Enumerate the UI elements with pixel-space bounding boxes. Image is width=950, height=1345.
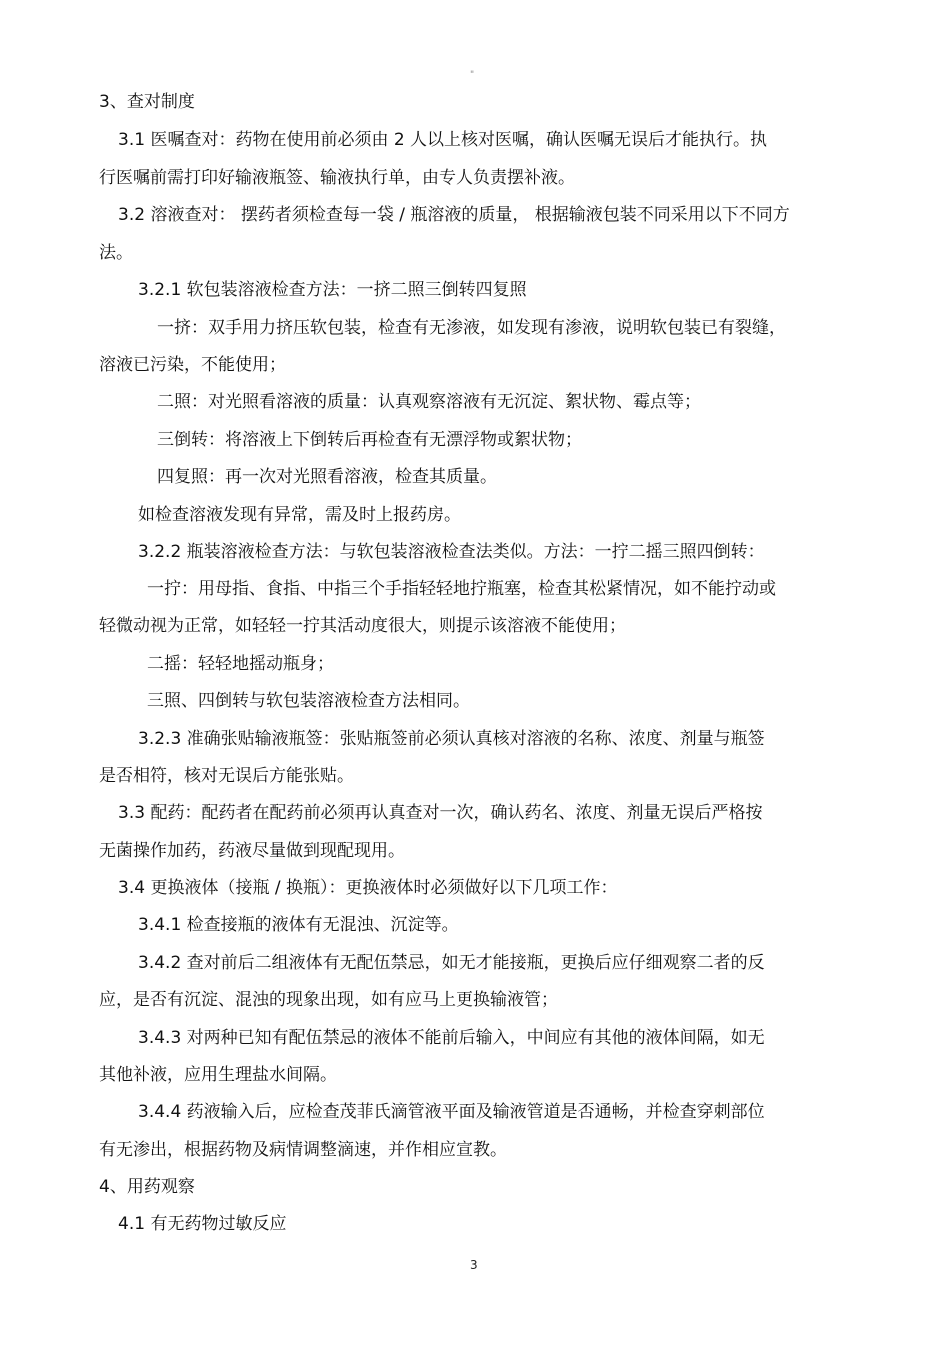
- paragraph-line: 四复照：再一次对光照看溶液，检查其质量。: [157, 467, 497, 487]
- paragraph-line: 3.1 医嘱查对：药物在使用前必须由 2 人以上核对医嘱，确认医嘱无误后才能执行。执: [118, 130, 768, 150]
- paragraph-line: 是否相符，核对无误后方能张贴。: [99, 766, 354, 786]
- section-3-heading: 3、查对制度: [99, 92, 195, 112]
- paragraph-line: 二照：对光照看溶液的质量：认真观察溶液有无沉淀、絮状物、霉点等；: [157, 392, 701, 412]
- header-mark: ": [470, 70, 475, 80]
- paragraph-line: 轻微动视为正常，如轻轻一拧其活动度很大，则提示该溶液不能使用；: [99, 616, 626, 636]
- paragraph-line: 三倒转：将溶液上下倒转后再检查有无漂浮物或絮状物；: [157, 430, 582, 450]
- paragraph-line: 3.2 溶液查对： 摆药者须检查每一袋 / 瓶溶液的质量， 根据输液包装不同采用以下不同方: [118, 205, 790, 225]
- paragraph-line: 三照、四倒转与软包装溶液检查方法相同。: [147, 691, 470, 711]
- paragraph-line: 如检查溶液发现有异常，需及时上报药房。: [138, 505, 461, 525]
- paragraph-line: 3.2.1 软包装溶液检查方法：一挤二照三倒转四复照: [138, 280, 527, 300]
- paragraph-line: 二摇：轻轻地摇动瓶身；: [147, 654, 334, 674]
- paragraph-line: 行医嘱前需打印好输液瓶签、输液执行单，由专人负责摆补液。: [99, 168, 575, 188]
- paragraph-line: 一挤：双手用力挤压软包装，检查有无渗液，如发现有渗液，说明软包装已有裂缝，: [157, 318, 786, 338]
- page-number: 3: [470, 1258, 478, 1272]
- paragraph-line: 3.4.2 查对前后二组液体有无配伍禁忌，如无才能接瓶，更换后应仔细观察二者的反: [138, 953, 765, 973]
- paragraph-line: 3.4.4 药液输入后，应检查茂菲氏滴管液平面及输液管道是否通畅，并检查穿刺部位: [138, 1102, 765, 1122]
- paragraph-line: 溶液已污染，不能使用；: [99, 355, 286, 375]
- paragraph-line: 其他补液，应用生理盐水间隔。: [99, 1065, 337, 1085]
- paragraph-line: 3.3 配药：配药者在配药前必须再认真查对一次，确认药名、浓度、剂量无误后严格按: [118, 803, 763, 823]
- section-4-heading: 4、用药观察: [99, 1177, 195, 1197]
- paragraph-line: 3.2.2 瓶装溶液检查方法：与软包装溶液检查法类似。方法：一拧二摇三照四倒转：: [138, 542, 765, 562]
- paragraph-line: 无菌操作加药，药液尽量做到现配现用。: [99, 841, 405, 861]
- paragraph-line: 3.4.3 对两种已知有配伍禁忌的液体不能前后输入，中间应有其他的液体间隔，如无: [138, 1028, 765, 1048]
- paragraph-line: 3.2.3 准确张贴输液瓶签：张贴瓶签前必须认真核对溶液的名称、浓度、剂量与瓶签: [138, 729, 765, 749]
- paragraph-line: 3.4.1 检查接瓶的液体有无混浊、沉淀等。: [138, 915, 459, 935]
- paragraph-line: 应，是否有沉淀、混浊的现象出现，如有应马上更换输液管；: [99, 990, 558, 1010]
- paragraph-line: 有无渗出，根据药物及病情调整滴速，并作相应宣教。: [99, 1140, 507, 1160]
- paragraph-line: 3.4 更换液体（接瓶 / 换瓶）：更换液体时必须做好以下几项工作：: [118, 878, 618, 898]
- paragraph-line: 一拧：用母指、食指、中指三个手指轻轻地拧瓶塞，检查其松紧情况，如不能拧动或: [147, 579, 776, 599]
- paragraph-line: 法。: [99, 243, 133, 263]
- paragraph-line: 4.1 有无药物过敏反应: [118, 1214, 287, 1234]
